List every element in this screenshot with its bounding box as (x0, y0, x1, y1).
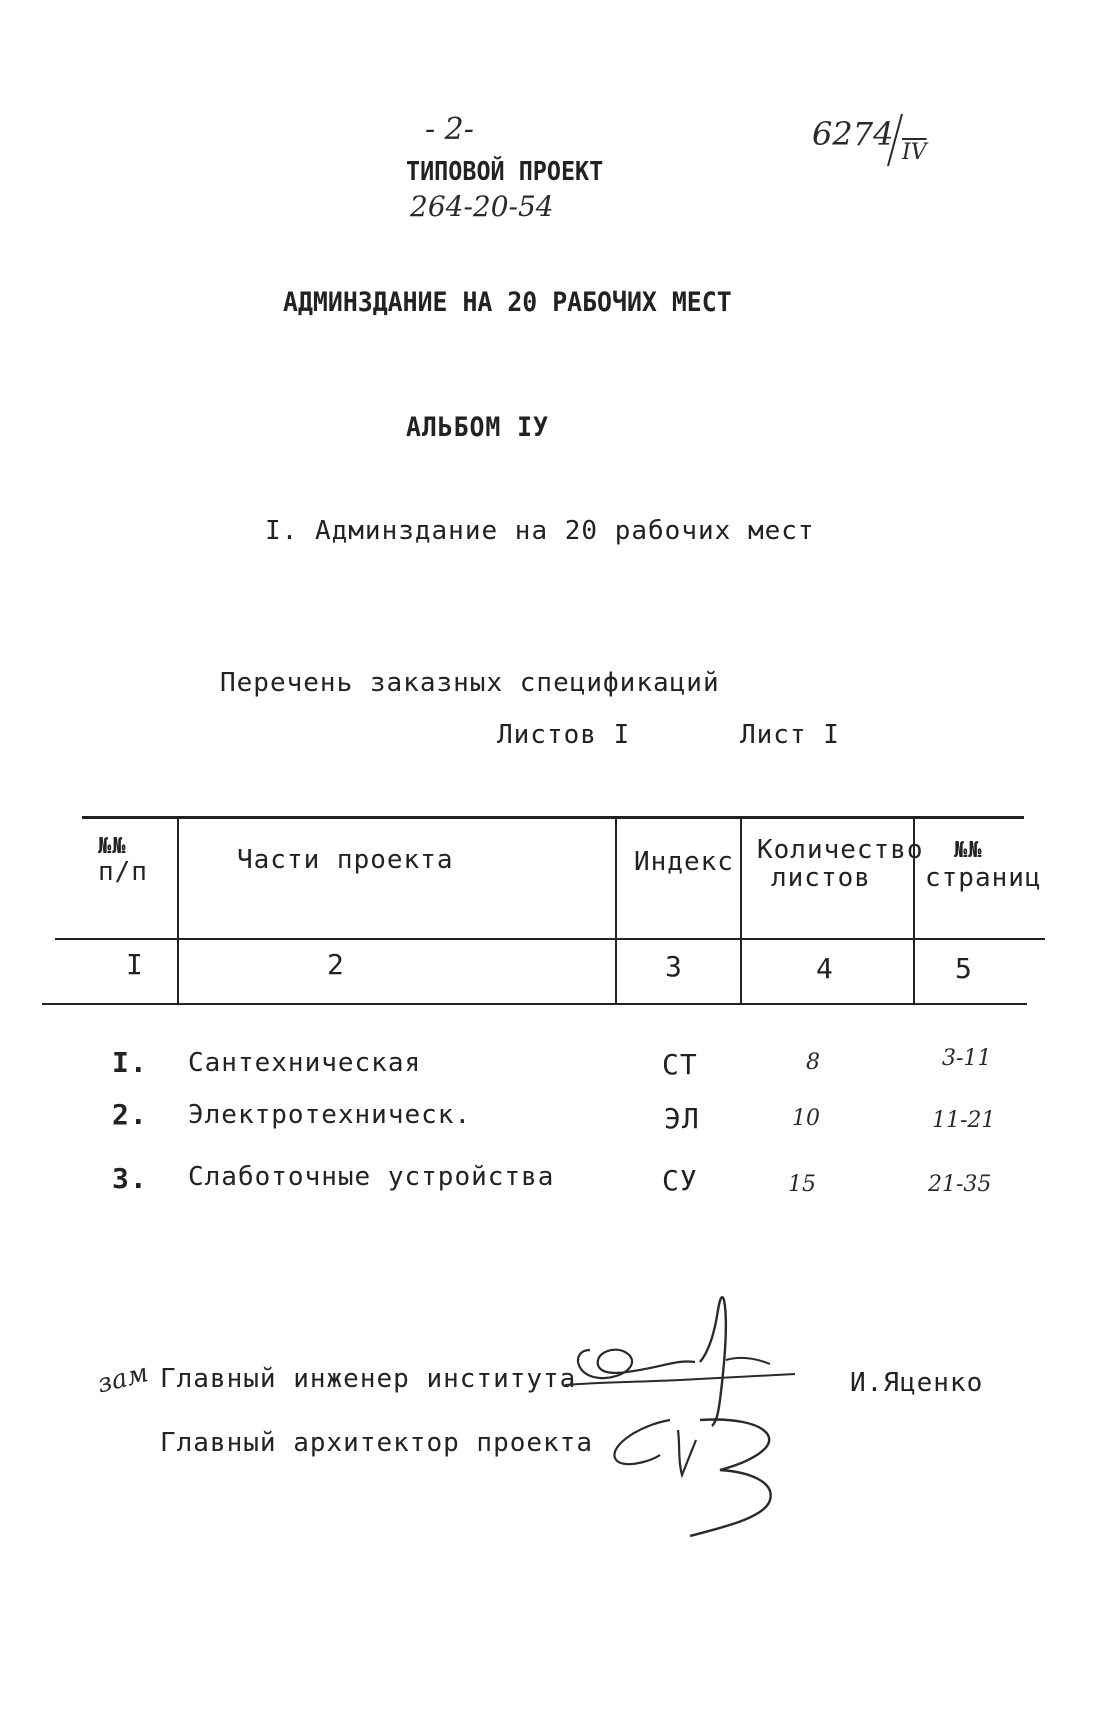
row-2-name: Электротехническ. (188, 1100, 472, 1130)
chief-engineer-name: И.Яценко (850, 1368, 984, 1398)
row-2-number: 2. (112, 1098, 148, 1131)
header-pages-label: страниц (925, 863, 1042, 893)
sheet-current: Лист I (740, 720, 840, 750)
table-col-divider-2 (615, 818, 617, 1003)
row-1-name: Сантехническая (188, 1048, 422, 1078)
column-number-4: 4 (816, 952, 834, 985)
archive-number: 6274 (812, 115, 894, 153)
column-number-5: 5 (955, 952, 973, 985)
row-3-sheet-count: 15 (788, 1172, 816, 1197)
table-col-divider-1 (177, 818, 179, 1003)
row-2-sheet-count: 10 (792, 1106, 820, 1131)
row-2-pages: 11-21 (932, 1108, 996, 1133)
album-title: АЛЬБОМ IУ (406, 412, 549, 443)
table-col-divider-3 (740, 818, 742, 1003)
row-3-number: 3. (112, 1162, 148, 1195)
row-1-pages: 3-11 (942, 1046, 992, 1071)
header-parts: Части проекта (237, 845, 454, 875)
column-number-1: I (126, 948, 144, 981)
chief-architect-signature (600, 1400, 800, 1540)
row-3-pages: 21-35 (928, 1172, 992, 1197)
row-1-number: I. (112, 1046, 148, 1079)
row-2-index: ЭЛ (664, 1102, 700, 1135)
row-3-index: СУ (662, 1164, 698, 1197)
header-number-label: п/п (98, 857, 148, 887)
section-title: I. Админздание на 20 рабочих мест (265, 516, 815, 546)
project-title: ТИПОВОЙ ПРОЕКТ (406, 157, 604, 187)
row-1-index: СТ (662, 1048, 698, 1081)
column-number-2: 2 (327, 948, 345, 981)
table-top-rule (82, 816, 1024, 819)
list-title: Перечень заказных спецификаций (220, 668, 720, 698)
archive-volume: $\overline{IV}$ (902, 140, 927, 165)
signature-prefix: зам (94, 1358, 152, 1400)
header-index: Индекс (634, 847, 734, 877)
building-title: АДМИНЗДАНИЕ НА 20 РАБОЧИХ МЕСТ (283, 287, 732, 318)
sheets-total: Листов I (497, 720, 631, 750)
table-header-rule (55, 938, 1045, 940)
column-number-3: 3 (665, 950, 683, 983)
header-number-symbol: №№ (98, 834, 127, 859)
row-1-sheet-count: 8 (806, 1050, 820, 1075)
header-count-bottom: листов (771, 863, 871, 893)
chief-engineer-role: Главный инженер института (160, 1364, 577, 1394)
table-bottom-rule (42, 1003, 1027, 1005)
page-number: - 2- (425, 112, 474, 147)
chief-architect-role: Главный архитектор проекта (160, 1428, 593, 1458)
project-code: 264-20-54 (410, 190, 554, 223)
row-3-name: Слаботочные устройства (188, 1162, 555, 1192)
header-pages-symbol: №№ (954, 838, 983, 863)
header-count-top: Количество (757, 835, 924, 865)
